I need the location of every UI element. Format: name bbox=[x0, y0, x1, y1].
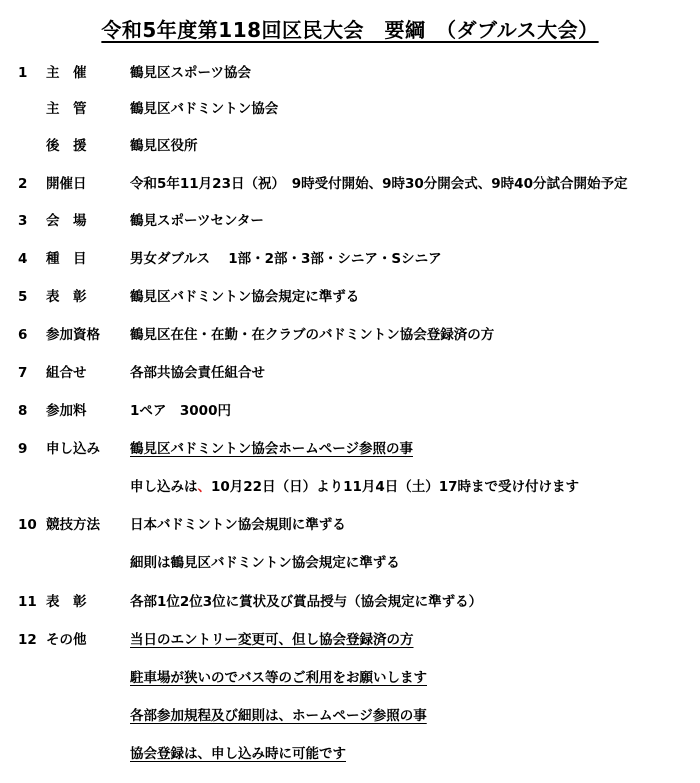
item-label: その他 bbox=[46, 632, 87, 648]
item-value: 男女ダブルス 1部・2部・3部・シニア・Sシニア bbox=[130, 251, 442, 267]
item-row bbox=[0, 248, 700, 270]
item-value: 鶴見区バドミントン協会規定に準ずる bbox=[130, 289, 360, 305]
item-row bbox=[0, 62, 700, 84]
item-value: 鶴見区在住・在勤・在クラブのバドミントン協会登録済の方 bbox=[130, 327, 495, 343]
item-number: 5 bbox=[18, 289, 28, 305]
item-row bbox=[0, 286, 700, 308]
item-number: 12 bbox=[18, 632, 37, 648]
item-number: 7 bbox=[18, 365, 28, 381]
item-value: 令和5年11月23日（祝） 9時受付開始、9時30分開会式、9時40分試合開始予定 bbox=[130, 176, 628, 192]
item-row bbox=[0, 476, 700, 498]
item-number: 3 bbox=[18, 213, 28, 229]
item-row bbox=[0, 552, 700, 574]
document-title-text: 令和5年度第118回区民大会 要綱 （ダブルス大会） bbox=[101, 18, 599, 42]
item-value: 日本バドミントン協会規則に準ずる bbox=[130, 517, 346, 533]
item-label: 種 目 bbox=[46, 251, 87, 267]
item-value: 1ペア 3000円 bbox=[130, 403, 231, 419]
item-row bbox=[0, 438, 700, 460]
item-row bbox=[0, 591, 700, 613]
item-label: 後 援 bbox=[46, 138, 87, 154]
item-label: 開催日 bbox=[46, 176, 87, 192]
item-label: 申し込み bbox=[46, 441, 100, 457]
item-label: 組合せ bbox=[46, 365, 87, 381]
item-label: 主 管 bbox=[46, 101, 87, 117]
website-reference-link[interactable]: 鶴見区バドミントン協会ホームページ参照の事 bbox=[130, 441, 413, 457]
item-number: 6 bbox=[18, 327, 28, 343]
item-label: 会 場 bbox=[46, 213, 87, 229]
item-number: 8 bbox=[18, 403, 28, 419]
item-row bbox=[0, 629, 700, 651]
item-number: 9 bbox=[18, 441, 28, 457]
item-value: 鶴見区バドミントン協会 bbox=[130, 101, 279, 117]
item-number: 1 bbox=[18, 65, 28, 81]
item-value: 当日のエントリー変更可、但し協会登録済の方 bbox=[130, 632, 414, 648]
item-row bbox=[0, 135, 700, 157]
item-value: 駐車場が狭いのでバス等のご利用をお願いします bbox=[130, 670, 427, 686]
item-label: 競技方法 bbox=[46, 517, 100, 533]
item-row bbox=[0, 400, 700, 422]
item-number: 4 bbox=[18, 251, 28, 267]
item-number: 10 bbox=[18, 517, 37, 533]
item-row bbox=[0, 210, 700, 232]
item-row bbox=[0, 705, 700, 727]
item-value-part: 10月22日（日）より11月4日（土）17時まで受け付けます bbox=[211, 479, 580, 495]
item-label: 参加料 bbox=[46, 403, 87, 419]
item-label: 主 催 bbox=[46, 65, 87, 81]
item-row bbox=[0, 173, 700, 195]
item-number: 2 bbox=[18, 176, 28, 192]
item-value: 鶴見スポーツセンター bbox=[130, 213, 264, 229]
item-value-part: 申し込みは bbox=[130, 479, 198, 495]
item-row bbox=[0, 667, 700, 689]
item-row bbox=[0, 98, 700, 120]
item-row bbox=[0, 362, 700, 384]
item-row bbox=[0, 324, 700, 346]
item-value: 鶴見区役所 bbox=[130, 138, 198, 154]
item-value bbox=[130, 476, 579, 498]
item-number: 11 bbox=[18, 594, 37, 610]
item-label: 表 彰 bbox=[46, 594, 87, 610]
item-label: 表 彰 bbox=[46, 289, 87, 305]
document-title bbox=[0, 14, 700, 43]
red-comma: 、 bbox=[197, 479, 211, 495]
item-label: 参加資格 bbox=[46, 327, 100, 343]
item-value: 各部参加規程及び細則は、ホームページ参照の事 bbox=[130, 708, 427, 724]
item-value: 各部1位2位3位に賞状及び賞品授与（協会規定に準ずる） bbox=[130, 594, 483, 610]
item-row bbox=[0, 743, 700, 765]
item-value: 各部共協会責任組合せ bbox=[130, 365, 265, 381]
item-value: 鶴見区スポーツ協会 bbox=[130, 65, 251, 81]
item-row bbox=[0, 514, 700, 536]
item-value: 協会登録は、申し込み時に可能です bbox=[130, 746, 346, 762]
item-value: 細則は鶴見区バドミントン協会規定に準ずる bbox=[130, 555, 400, 571]
